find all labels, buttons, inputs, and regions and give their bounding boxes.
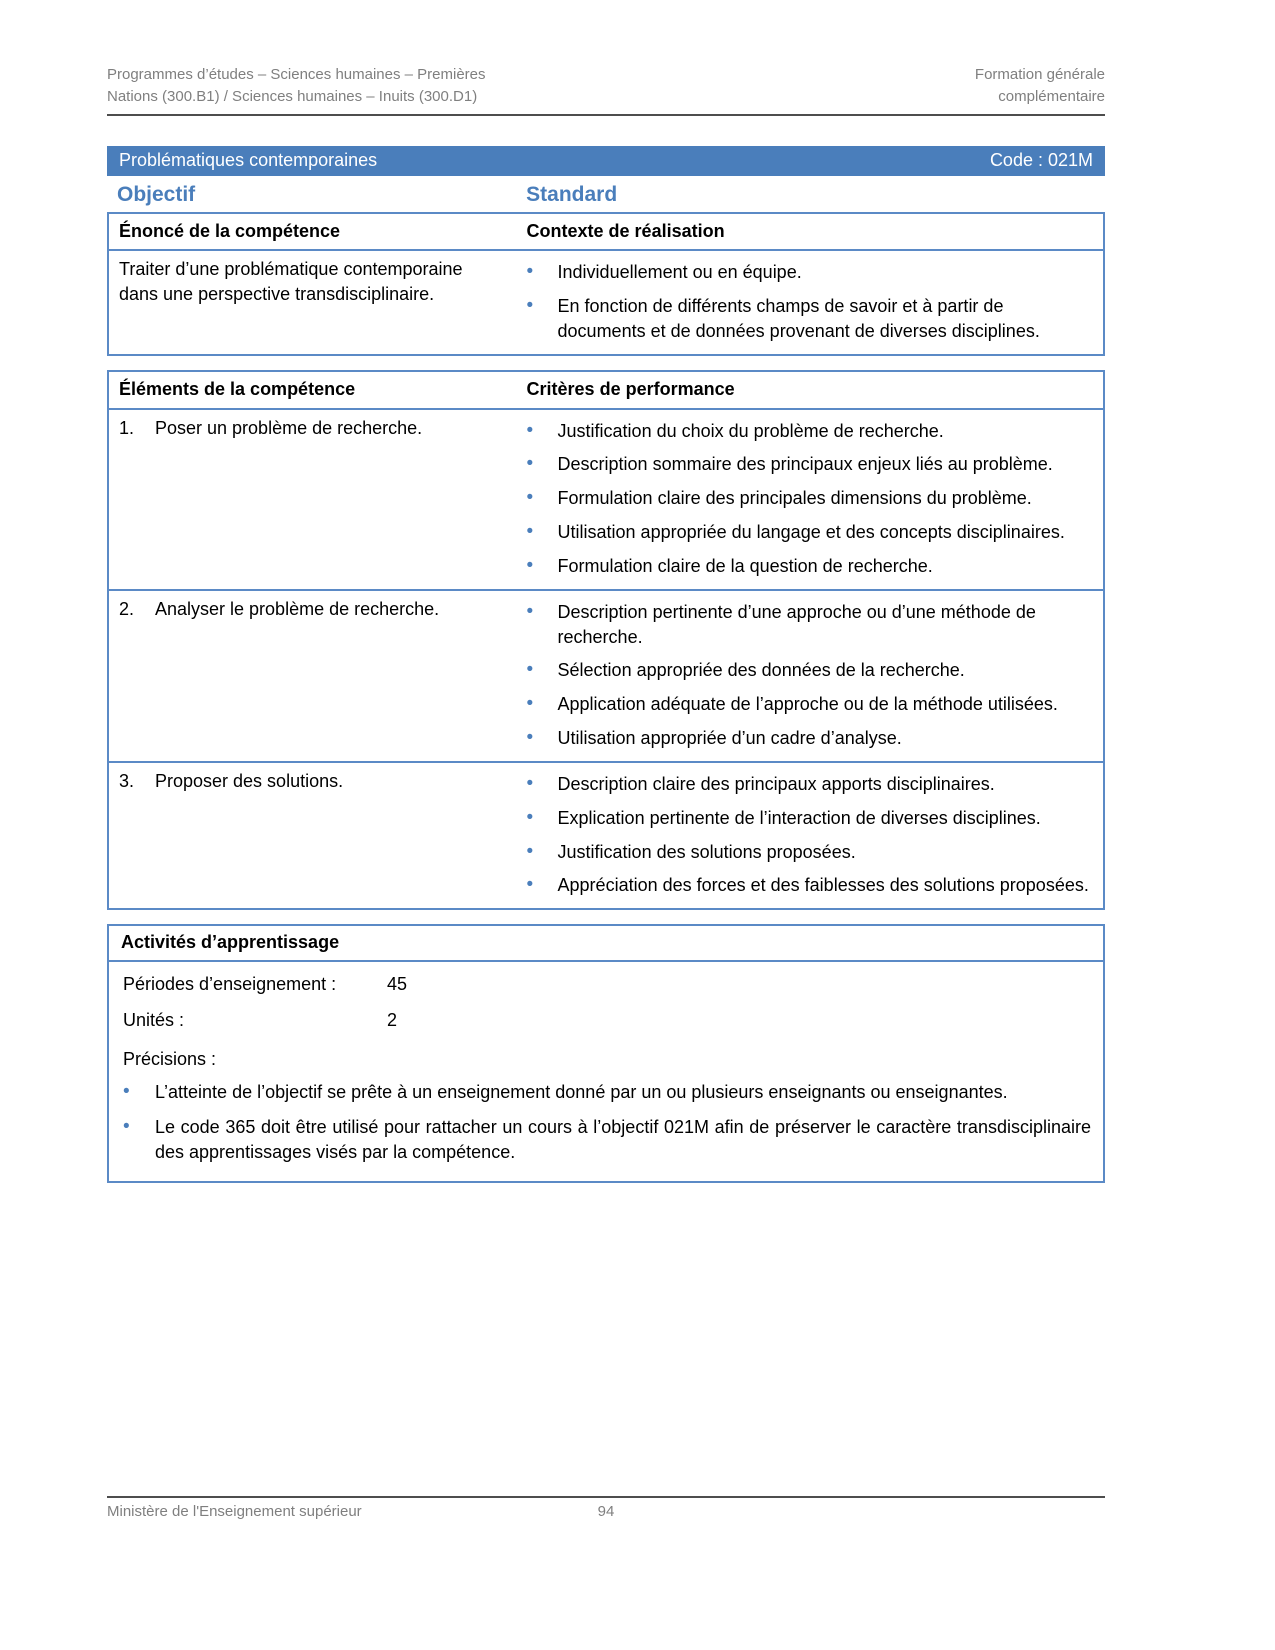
title-bar [107, 146, 1105, 176]
activities-header: Activités d’apprentissage [109, 926, 1103, 962]
bullet-text: Appréciation des forces et des faiblesses des solutions proposées. [557, 875, 1089, 896]
element-text: Analyser le problème de recherche. [155, 598, 440, 619]
precisions-list [123, 1080, 1091, 1164]
criteria-list [527, 416, 1091, 579]
bullet-icon: • [526, 453, 534, 475]
element-number: 1. [119, 417, 135, 438]
objectif-heading: Objectif [117, 182, 196, 206]
list-item [527, 692, 1091, 717]
list-item [123, 1080, 1091, 1105]
list-item [527, 419, 1091, 444]
bullet-text: Individuellement ou en équipe. [557, 262, 802, 283]
precisions-label: Précisions : [123, 1049, 217, 1070]
bullet-icon: • [526, 772, 534, 794]
element-cell [109, 410, 517, 589]
header-right-line1: Formation générale [974, 66, 1105, 83]
element-text: Poser un problème de recherche. [155, 417, 423, 438]
element-number: 2. [119, 598, 135, 619]
bullet-text: Description pertinente d’une approche ou d’une méthode de recherche. [557, 601, 1036, 647]
header-right [975, 64, 1105, 108]
bullet-text: Justification du choix du problème de recherche. [557, 420, 944, 441]
bullet-text: Sélection appropriée des données de la recherche. [557, 660, 965, 681]
criteria-list [527, 597, 1091, 751]
section-title: Problématiques contemporaines [119, 149, 378, 170]
bullet-icon: • [526, 840, 534, 862]
bullet-icon: • [526, 659, 534, 681]
enonce-text: Traiter d’une problématique contemporaine dans une perspective transdisciplinaire. [119, 259, 463, 305]
list-item [527, 554, 1091, 579]
criteria-cell [517, 410, 1103, 589]
criteria-cell [517, 761, 1103, 908]
running-header [107, 64, 1105, 108]
bullet-icon: • [123, 1116, 130, 1138]
bullet-text: Description sommaire des principaux enjeux liés au problème. [557, 454, 1053, 475]
bullet-text: Formulation claire des principales dimensions du problème. [557, 488, 1032, 509]
elements-header: Éléments de la compétence [109, 372, 517, 410]
element-cell [109, 761, 517, 908]
element-number: 3. [119, 770, 135, 791]
list-item [527, 658, 1091, 683]
field-value: 45 [387, 974, 408, 995]
bullet-text: En fonction de différents champs de savoir et à partir de documents et de données provenant de diverses disciplines. [557, 296, 1040, 341]
page-number: 94 [597, 1503, 615, 1520]
bullet-icon: • [526, 554, 534, 576]
activities-body [109, 962, 1103, 1180]
contexte-cell [517, 251, 1103, 353]
bullet-text: Application adéquate de l’approche ou de la méthode utilisées. [557, 694, 1058, 715]
bullet-icon: • [526, 487, 534, 509]
field-periodes [123, 974, 1091, 995]
enonce-header: Énoncé de la compétence [109, 214, 517, 252]
column-headings [107, 183, 1105, 207]
standard-heading: Standard [526, 182, 618, 206]
list-item [527, 452, 1091, 477]
list-item [527, 772, 1091, 797]
page-footer [107, 1496, 1105, 1520]
bullet-text: Formulation claire de la question de recherche. [557, 555, 933, 576]
bullet-icon: • [526, 419, 534, 441]
bullet-icon: • [526, 521, 534, 543]
footer-ministry: Ministère de l'Enseignement supérieur [107, 1503, 362, 1520]
field-value: 2 [387, 1010, 398, 1031]
activities-box [107, 924, 1105, 1182]
bullet-icon: • [526, 727, 534, 749]
header-right-line2: complémentaire [998, 87, 1105, 105]
header-left-line1: Programmes d’études – Sciences humaines – Premières [107, 66, 486, 83]
element-cell [109, 589, 517, 761]
field-label: Unités : [123, 1010, 185, 1031]
list-item [123, 1115, 1091, 1165]
list-item [527, 486, 1091, 511]
list-item [527, 806, 1091, 831]
bullet-icon: • [526, 874, 534, 896]
bullet-icon: • [526, 806, 534, 828]
bullet-text: Justification des solutions proposées. [557, 841, 856, 862]
contexte-bullets [527, 257, 1091, 343]
course-code: Code : 021M [989, 149, 1093, 170]
field-label: Périodes d’enseignement : [123, 974, 337, 995]
list-item [527, 294, 1091, 344]
element-text: Proposer des solutions. [155, 770, 344, 791]
list-item [527, 520, 1091, 545]
list-item [527, 260, 1091, 285]
bullet-text: Description claire des principaux apports disciplinaires. [557, 773, 995, 794]
criteria-cell [517, 589, 1103, 761]
bullet-text: L’atteinte de l’objectif se prête à un enseignement donné par un ou plusieurs enseignants ou enseignantes. [155, 1082, 1008, 1103]
bullet-text: Utilisation appropriée d’un cadre d’analyse. [557, 728, 902, 749]
elements-table [107, 370, 1105, 910]
bullet-icon: • [526, 693, 534, 715]
criteria-list [527, 769, 1091, 898]
list-item [527, 840, 1091, 865]
competence-table [107, 212, 1105, 356]
field-unites [123, 1010, 1091, 1031]
header-divider [107, 114, 1105, 116]
list-item [527, 600, 1091, 650]
bullet-icon: • [526, 600, 534, 622]
criteres-header: Critères de performance [517, 372, 1103, 410]
header-left [107, 64, 486, 108]
bullet-icon: • [123, 1081, 130, 1103]
list-item [527, 873, 1091, 898]
bullet-icon: • [526, 295, 534, 317]
bullet-text: Utilisation appropriée du langage et des concepts disciplinaires. [557, 522, 1065, 543]
list-item [527, 726, 1091, 751]
bullet-text: Le code 365 doit être utilisé pour rattacher un cours à l’objectif 021M afin de préserver le caractère transdisciplinaire des apprentissages visés par la compétence. [155, 1117, 1091, 1162]
bullet-text: Explication pertinente de l’interaction de diverses disciplines. [557, 807, 1041, 828]
contexte-header: Contexte de réalisation [517, 214, 1103, 252]
bullet-icon: • [526, 261, 534, 283]
header-left-line2: Nations (300.B1) / Sciences humaines – Inuits (300.D1) [107, 87, 478, 105]
